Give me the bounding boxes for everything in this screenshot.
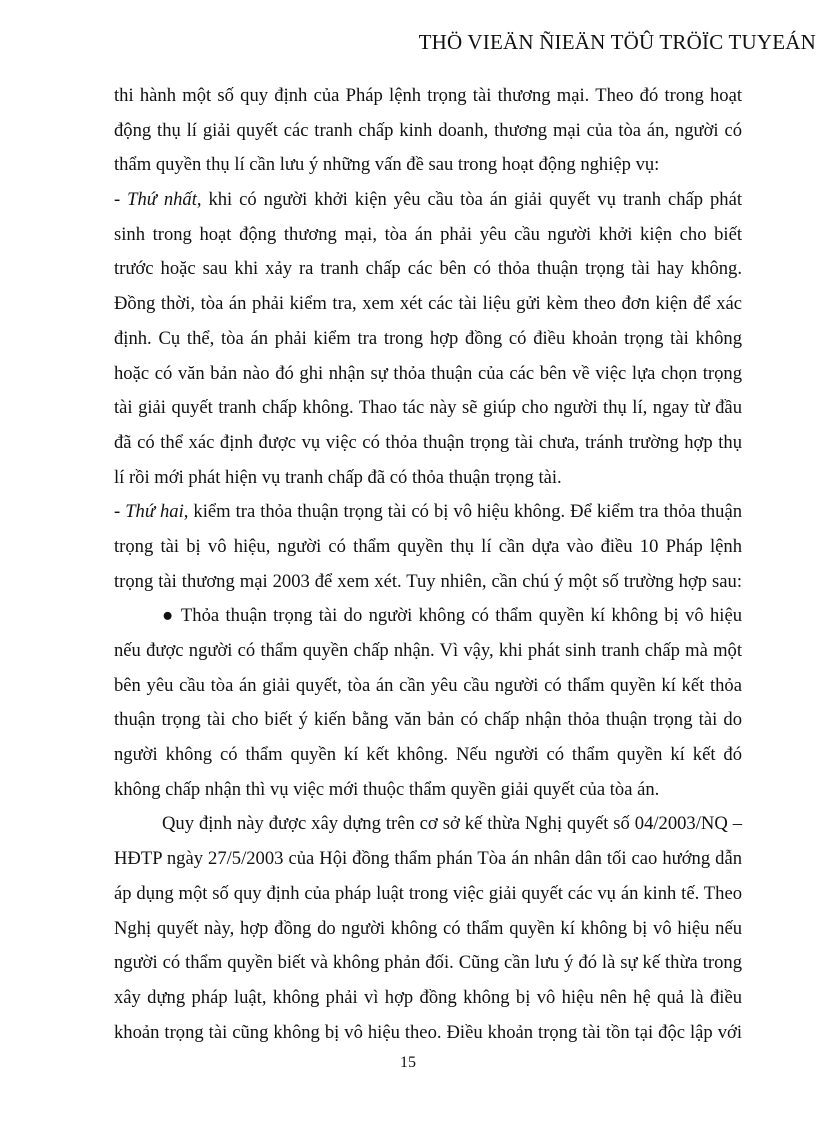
line-text: nếu được người có thẩm quyền chấp nhận. Vì vậy, khi phát sinh tranh chấp mà một — [114, 640, 742, 661]
line-text: bên yêu cầu tòa án giải quyết, tòa án cần yêu cầu người có thẩm quyền kí kết thỏa — [114, 674, 742, 696]
line-text: Nghị quyết này, hợp đồng do người không có thẩm quyền kí không bị vô hiệu nếu — [114, 917, 742, 939]
line-text: Quy định này được xây dựng trên cơ sở kế thừa Nghị quyết số 04/2003/NQ – — [162, 813, 742, 835]
document-body — [114, 79, 742, 1050]
line-text: trọng tài thương mại 2003 để xem xét. Tuy nhiên, cần chú ý một số trường hợp sau: — [114, 570, 742, 592]
line-text: tài giải quyết tranh chấp không. Thao tác này sẽ giúp cho người thụ lí, ngay từ đầu — [114, 397, 742, 419]
text-line — [114, 634, 742, 669]
text-line — [114, 357, 742, 392]
line-text: động thụ lí giải quyết các tranh chấp kinh doanh, thương mại của tòa án, người có — [114, 119, 742, 141]
running-header: THÖ VIEÄN ÑIEÄN TÖÛ TRÖÏC TUYEÁN — [418, 30, 816, 54]
text-line — [114, 842, 742, 877]
line-text: người có thẩm quyền biết và không phản đối. Cũng cần lưu ý đó là sự kế thừa trong — [114, 952, 742, 974]
line-text: ● Thỏa thuận trọng tài do người không có thẩm quyền kí không bị vô hiệu — [162, 605, 742, 627]
line-text: , kiểm tra thỏa thuận trọng tài có bị vô hiệu không. Để kiểm tra thỏa thuận — [183, 501, 742, 523]
emphasis-term: Thứ nhất — [127, 189, 197, 211]
line-text: định. Cụ thể, tòa án phải kiểm tra trong hợp đồng có điều khoản trọng tài không — [114, 327, 742, 349]
text-line — [114, 391, 742, 426]
text-line — [114, 773, 742, 808]
line-text: lí rồi mới phát hiện vụ tranh chấp đã có thỏa thuận trọng tài. — [114, 466, 562, 488]
line-text: HĐTP ngày 27/5/2003 của Hội đồng thẩm phán Tòa án nhân dân tối cao hướng dẫn — [114, 848, 742, 870]
text-line — [114, 322, 742, 357]
line-text: Đồng thời, tòa án phải kiểm tra, xem xét các tài liệu gửi kèm theo đơn kiện để xác — [114, 293, 742, 315]
line-text: đã có thể xác định được vụ việc có thỏa thuận trọng tài chưa, tránh trường hợp thụ — [114, 431, 742, 453]
emphasis-term: Thứ hai — [125, 501, 184, 523]
text-line — [114, 461, 742, 496]
page-number: 15 — [400, 1054, 416, 1071]
text-line — [114, 1016, 742, 1051]
list-dash: - — [114, 189, 128, 211]
text-line — [114, 218, 742, 253]
line-text: áp dụng một số quy định của pháp luật trong việc giải quyết các vụ án kinh tế. Theo — [114, 882, 742, 904]
text-line — [114, 565, 742, 600]
list-dash: - — [114, 501, 126, 523]
text-line — [114, 495, 742, 530]
text-line — [114, 114, 742, 149]
line-text: xây dựng pháp luật, không phải vì hợp đồng không bị vô hiệu nên hệ quả là điều — [114, 986, 742, 1008]
line-text: thi hành một số quy định của Pháp lệnh trọng tài thương mại. Theo đó trong hoạt — [114, 85, 742, 106]
text-line — [114, 703, 742, 738]
line-text: không chấp nhận thì vụ việc mới thuộc thẩm quyền giải quyết của tòa án. — [114, 778, 660, 800]
line-text: người không có thẩm quyền kí kết không. Nếu người có thẩm quyền kí kết đó — [114, 744, 742, 766]
text-line — [114, 669, 742, 704]
line-text: thẩm quyền thụ lí cần lưu ý những vấn đề sau trong hoạt động nghiệp vụ: — [114, 154, 660, 176]
text-line — [114, 599, 742, 634]
text-line — [114, 183, 742, 218]
text-line — [114, 530, 742, 565]
text-line — [114, 79, 742, 114]
text-line — [114, 426, 742, 461]
text-line — [114, 912, 742, 947]
line-text: , khi có người khởi kiện yêu cầu tòa án giải quyết vụ tranh chấp phát — [196, 189, 743, 211]
text-line — [114, 807, 742, 842]
text-line — [114, 946, 742, 981]
line-text: thuận trọng tài cho biết ý kiến bằng văn bản có chấp nhận thỏa thuận trọng tài do — [114, 709, 742, 731]
line-text: trọng tài bị vô hiệu, người có thẩm quyền thụ lí cần dựa vào điều 10 Pháp lệnh — [114, 535, 742, 557]
text-line — [114, 738, 742, 773]
line-text: trước hoặc sau khi xảy ra tranh chấp các bên có thỏa thuận trọng tài hay không. — [114, 258, 742, 280]
text-line — [114, 877, 742, 912]
text-line — [114, 287, 742, 322]
line-text: hoặc có văn bản nào đó ghi nhận sự thỏa thuận của các bên về việc lựa chọn trọng — [114, 362, 742, 384]
line-text: sinh trong hoạt động thương mại, tòa án phải yêu cầu người khởi kiện cho biết — [114, 223, 742, 245]
line-text: khoản trọng tài cũng không bị vô hiệu theo. Điều khoản trọng tài tồn tại độc lập với — [114, 1021, 742, 1043]
text-line — [114, 148, 742, 183]
text-line — [114, 981, 742, 1016]
text-line — [114, 252, 742, 287]
